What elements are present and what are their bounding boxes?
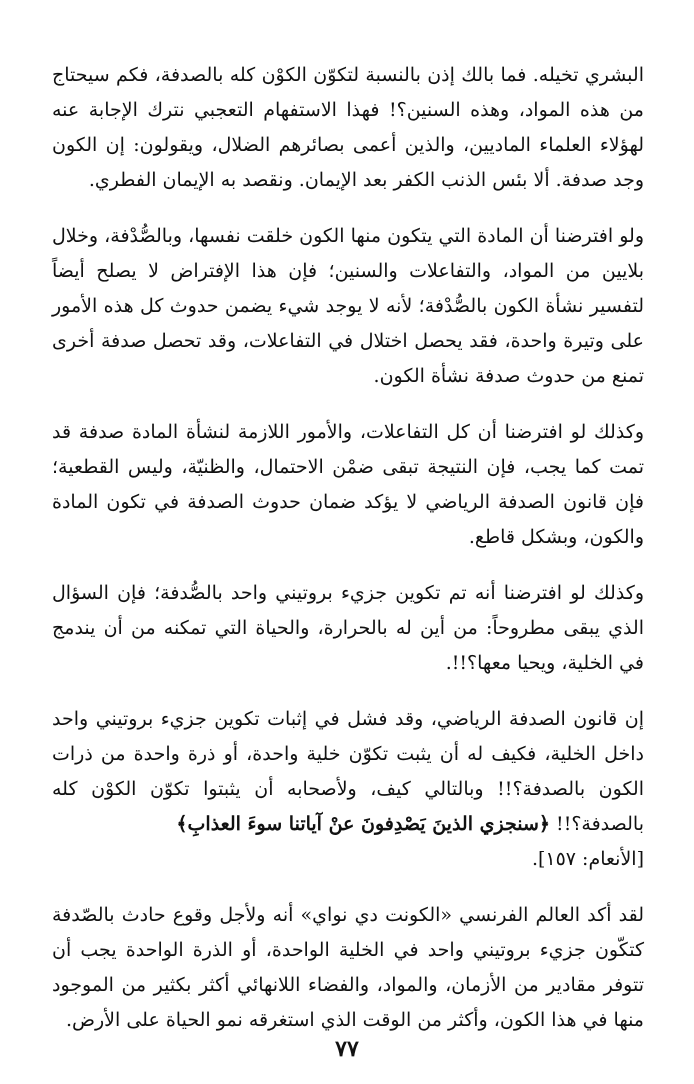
paragraph-3: وكذلك لو افترضنا أن كل التفاعلات، والأمور اللازمة لنشأة المادة صدفة قد تمت كما يجب، فإن النتيجة تبقى ضمْن الاحتمال، والظنيّة، وليس القطعية؛ فإن قانون الصدفة الرياضي لا يؤكد ضمان حدوث الصدفة في تكون المادة والكون، وبشكل قاطع. [52,421,644,548]
paragraph-2: ولو افترضنا أن المادة التي يتكون منها الكون خلقت نفسها، وبالصُّدْفة، وخلال بلايين من المواد، والتفاعلات والسنين؛ فإن هذا الإفتراض لا يصلح أيضاً لتفسير نشأة الكون بالصُّدْفة؛ لأنه لا يوجد شيء يضمن حدوث كل هذه الأمور على وتيرة واحدة، فقد يحصل اختلال في التفاعلات، وقد تحصل صدفة أخرى تمنع من حدوث صدفة نشأة الكون. [52,225,644,387]
quran-reference: [الأنعام: ١٥٧]. [531,848,644,870]
page-number: ٧٧ [335,1036,359,1062]
paragraph-5-text: إن قانون الصدفة الرياضي، وقد فشل في إثبات تكوين جزيء بروتيني واحد داخل الخلية، فكيف له أن يثبت تكوّن خلية واحدة، أو ذرة واحدة من ذرات الكون بالصدفة؟!! وبالتالي كيف، ولأصحابه أن يثبتوا تكوّن الكوْن كله بالصدفة؟!! [52,708,644,835]
page-body-text [52,58,644,1038]
paragraph-1: البشري تخيله. فما بالك إذن بالنسبة لتكوّن الكوْن كله بالصدفة، فكم سيحتاج من هذه المواد، وهذه السنين؟! فهذا الاستفهام التعجبي نترك الإجابة عنه لهؤلاء العلماء الماديين، والذين أعمى بصائرهم الضلال، ويقولون: إن الكون وجد صدفة. ألا بئس الذنب الكفر بعد الإيمان. ونقصد به الإيمان الفطري. [52,64,644,191]
paragraph-6: لقد أكد العالم الفرنسي «الكونت دي نواي» أنه ولأجل وقوع حادث بالصّدفة كتكّون جزيء بروتيني واحد في الخلية الواحدة، أو الذرة الواحدة يجب أن تتوفر مقادير من الأزمان، والمواد، والفضاء اللانهائي أكثر بكثير من الموجود منها في هذا الكون، وأكثر من الوقت الذي استغرقه نمو الحياة على الأرض. [52,904,644,1031]
paragraph-4: وكذلك لو افترضنا أنه تم تكوين جزيء بروتيني واحد بالصُّدفة؛ فإن السؤال الذي يبقى مطروحاً: من أين له بالحرارة، والحياة التي تمكنه من أن يندمج في الخلية، ويحيا معها؟!!. [52,582,644,674]
quran-verse: ﴿سنجزي الذينَ يَصْدِفونَ عنْ آياتنا سوءَ العذابِ﴾ [176,813,551,835]
paragraph-5-with-quran-verse [52,702,644,877]
